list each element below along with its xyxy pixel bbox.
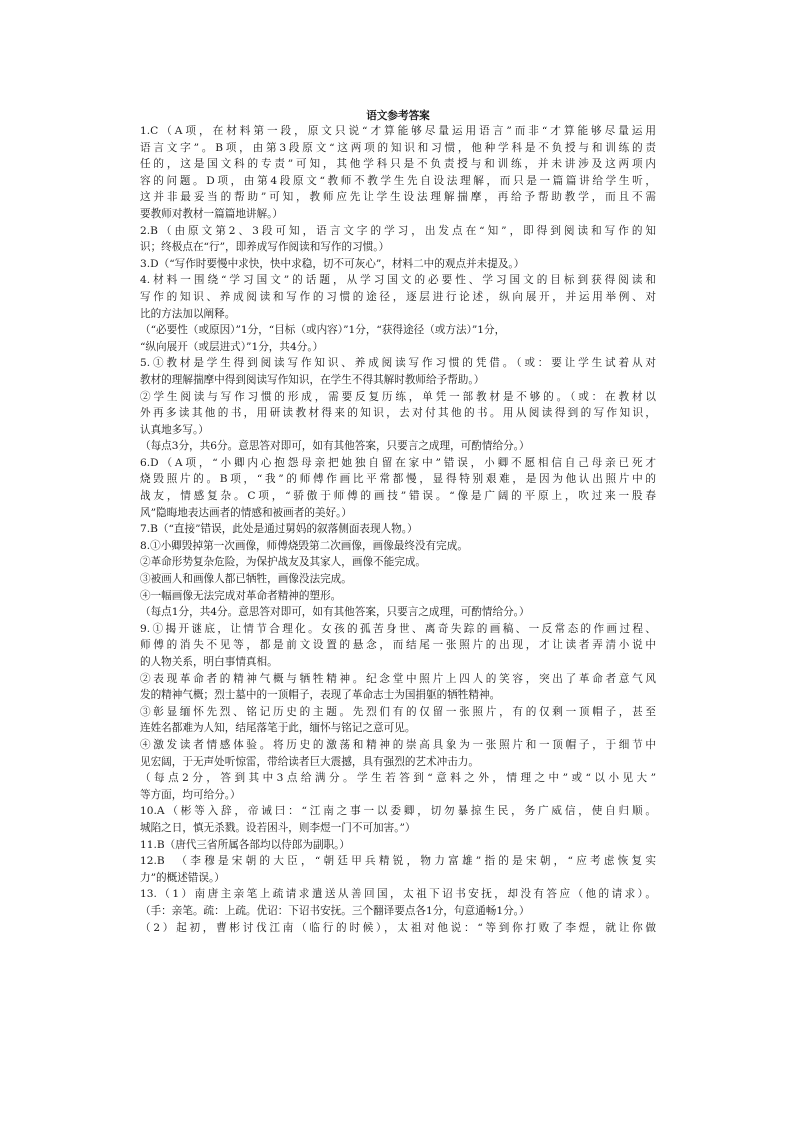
text-line: ②表现革命者的精神气概与牺牲精神。纪念堂中照片上四人的笑容，突出了革命者意气风 xyxy=(140,672,656,685)
text-line: 发的精神气概；烈士墓中的一顶帽子，表现了革命志士为国捐躯的牺牲精神。 xyxy=(140,689,501,702)
text-line: ④一幅画像无法完成对革命者精神的塑形。 xyxy=(140,589,342,602)
text-line: 2.B（由原文第2、3段可知，语言文字的学习，出发点在“知”，即得到阅读和写作的知 xyxy=(140,224,656,237)
text-line: 容的问题。D项，由第4段原文“教师不教学生先自设法理解，而只是一篇篇讲给学生听， xyxy=(140,174,656,187)
text-line: 5.①教材是学生得到阅读写作知识、养成阅读写作习惯的凭借。（或：要让学生试着从对 xyxy=(140,357,656,370)
text-line: 师傅的消失不见等，都是前文设置的悬念，而结尾一张照片的出现，才让读者弄清小说中 xyxy=(140,639,656,652)
text-line: 这并非最妥当的帮助”可知，教师应先让学生设法理解揣摩，再给予帮助教学，而且不需 xyxy=(140,191,656,204)
text-line: （每点1分，共4分。意思答对即可，如有其他答案，只要言之成理，可酌情给分。） xyxy=(140,606,530,619)
text-line: 10.A（彬等入辞，帝诫曰：“江南之事一以委卿，切勿暴掠生民，务广威信，使自归顺。 xyxy=(140,805,656,818)
text-line: 识；终极点在“行”，即养成写作阅读和写作的习惯。） xyxy=(140,241,390,254)
text-line: 9.①揭开谜底，让情节合理化。女孩的孤苦身世、离奇失踪的画稿、一反常态的作画过程、 xyxy=(140,622,656,635)
text-line: （手：亲笔。疏：上疏。优诏：下诏书安抚。三个翻译要点各1分，句意通畅1分。） xyxy=(140,904,530,917)
answer-body xyxy=(140,123,656,936)
text-line: ③被画人和画像人都已牺牲，画像没法完成。 xyxy=(140,573,352,586)
text-line: 认真地多写。） xyxy=(140,423,209,436)
text-line: 力”的概述错误。） xyxy=(140,871,225,884)
text-line: 连姓名都难为人知，结尾落笔于此，缅怀与铭记之意可见。 xyxy=(140,722,416,735)
text-line: 语言文字”。B项，由第3段原文“这两项的知识和习惯，他种学科是不负授与和训练的责 xyxy=(140,141,656,154)
text-line: （“必要性（或原因）”1分，“目标（或内容）”1分，“获得途径（或方法）”1分， xyxy=(140,324,506,337)
text-line: 城陷之日，慎无杀戮。设若困斗，则李煜一门不可加害。”） xyxy=(140,821,416,834)
text-line: （每点3分，共6分。意思答对即可，如有其他答案，只要言之成理，可酌情给分。） xyxy=(140,440,530,453)
text-line: 6.D（A项，“小卿内心抱怨母亲把她独自留在家中”错误，小卿不愿相信自己母亲已死才 xyxy=(140,456,656,469)
text-line: 4.材料一围绕“学习国文”的话题，从学习国文的必要性、学习国文的目标到获得阅读和 xyxy=(140,274,656,287)
text-line: ④激发读者情感体验。将历史的激荡和精神的崇高具象为一张照片和一顶帽子，于细节中 xyxy=(140,738,656,751)
text-line: 外再多读其他的书，用研读教材得来的知识，去对付其他的书。用从阅读得到的写作知识， xyxy=(140,407,656,420)
answer-document xyxy=(140,109,656,936)
text-line: 比的方法加以阐释。 xyxy=(140,307,236,320)
text-line: “纵向展开（或层进式）”1分，共4分。） xyxy=(140,340,324,353)
text-line: 战友，情感复杂。C项，“骄傲于师傅的画技”错误。“像是广阔的平原上，吹过来一股春 xyxy=(140,490,656,503)
text-line: 写作的知识、养成阅读和写作的习惯的途径，逐层进行论述，纵向展开，并运用举例、对 xyxy=(140,290,656,303)
text-line: 教材的理解揣摩中得到阅读写作知识，在学生不得其解时教师给予帮助。） xyxy=(140,373,485,386)
text-line: 等方面，均可给分。） xyxy=(140,788,241,801)
text-line: ②革命形势复杂危险，为保护战友及其家人，画像不能完成。 xyxy=(140,556,427,569)
text-line: 7.B（“直接”错误，此处是通过舅妈的叙落侧面表现人物。） xyxy=(140,523,418,536)
text-line: 12.B （李穆是宋朝的大臣，“朝廷甲兵精锐，物力富雄”指的是宋朝，“应考虑恢复实 xyxy=(140,855,656,868)
page-title: 语文参考答案 xyxy=(366,110,430,122)
text-line: （每点2分，答到其中3点给满分。学生若答到“意料之外，情理之中”或“以小见大” xyxy=(140,772,656,785)
text-line: 13.（1）南唐主亲笔上疏请求遣送从善回国，太祖下诏书安抚，却没有答应（他的请求）。 xyxy=(140,888,656,901)
text-line: （2）起初，曹彬讨伐江南（临行的时候），太祖对他说：“等到你打败了李煜，就让你做 xyxy=(140,921,656,934)
text-line: 风”隐晦地表达画者的情感和被画者的美好。） xyxy=(140,506,352,519)
text-line: 要教师对教材一篇篇地讲解。） xyxy=(140,207,284,220)
text-line: ③彰显缅怀先烈、铭记历史的主题。先烈们有的仅留一张照片，有的仅剩一顶帽子，甚至 xyxy=(140,705,656,718)
text-line: 任的，这是国文科的专责”可知，其他学科只是不负责授与和训练，并未讲涉及这两项内 xyxy=(140,158,656,171)
text-line: 烧毁照片的。B项，“我”的师傅作画比平常都慢，显得特别艰难，是因为他认出照片中的 xyxy=(140,473,656,486)
text-line: 11.B（唐代三省所属各部均以侍郎为副职。） xyxy=(140,838,351,851)
text-line: 的人物关系，明白事情真相。 xyxy=(140,656,278,668)
text-line: 8.①小卿毁掉第一次画像，师傅烧毁第二次画像，画像最终没有完成。 xyxy=(140,539,468,552)
text-line: 3.D（“写作时要慢中求快，快中求稳，切不可灰心”，材料二中的观点并未提及。） xyxy=(140,257,525,270)
text-line: ②学生阅读与写作习惯的形成，需要反复历练，单凭一部教材是不够的。（或：在教材以 xyxy=(140,390,656,403)
text-line: 1.C（A项，在材料第一段，原文只说“才算能够尽量运用语言”而非“才算能够尽量运用 xyxy=(140,125,656,137)
text-line: 见宏阔，于无声处听惊雷，带给读者巨大震撼，具有强烈的艺术冲击力。 xyxy=(140,755,479,768)
